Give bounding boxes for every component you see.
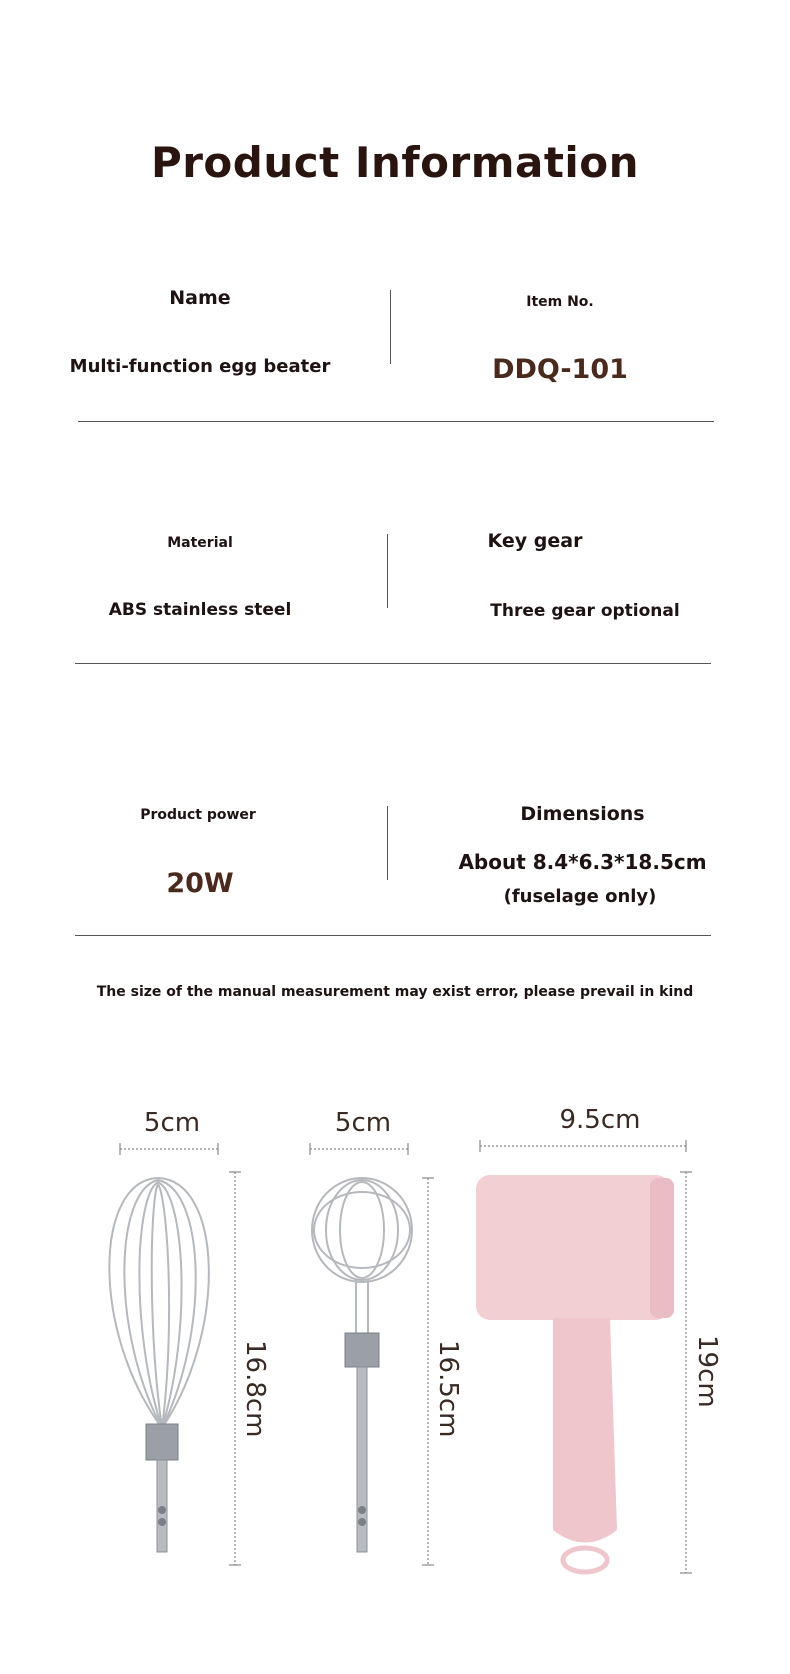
spec-label-power: Product power	[140, 807, 256, 823]
spec-label-key-gear: Key gear	[487, 530, 583, 552]
spec-label-dimensions: Dimensions	[520, 803, 645, 825]
beater-whisk-icon	[312, 1178, 412, 1335]
spec-label-material: Material	[167, 535, 233, 551]
whisk1-height-label: 16.8cm	[240, 1340, 270, 1438]
spec-value-power: 20W	[166, 868, 234, 899]
body-height-label: 19cm	[692, 1335, 722, 1408]
whisk2-width-label: 5cm	[334, 1108, 392, 1138]
spec-value-item-no: DDQ-101	[492, 354, 628, 385]
spec-value-key-gear: Three gear optional	[490, 601, 680, 621]
measurement-note: The size of the manual measurement may exist error, please prevail in kind	[96, 984, 694, 1000]
page-title: Product Information	[150, 138, 640, 187]
body-width-label: 9.5cm	[559, 1105, 641, 1135]
whisk1-collar	[146, 1424, 178, 1460]
spec-value-dimensions-note: (fuselage only)	[503, 886, 657, 907]
spec-label-name: Name	[169, 287, 231, 309]
spec-value-material: ABS stainless steel	[108, 600, 292, 620]
spec-label-item-no: Item No.	[526, 294, 594, 310]
balloon-whisk-icon	[109, 1178, 208, 1428]
mixer-body-icon	[476, 1175, 674, 1572]
whisk1-width-label: 5cm	[143, 1108, 201, 1138]
whisk2-height-label: 16.5cm	[433, 1340, 463, 1438]
spec-value-dimensions: About 8.4*6.3*18.5cm	[458, 850, 707, 874]
whisk2-collar	[345, 1333, 379, 1367]
spec-value-name: Multi-function egg beater	[69, 356, 331, 377]
